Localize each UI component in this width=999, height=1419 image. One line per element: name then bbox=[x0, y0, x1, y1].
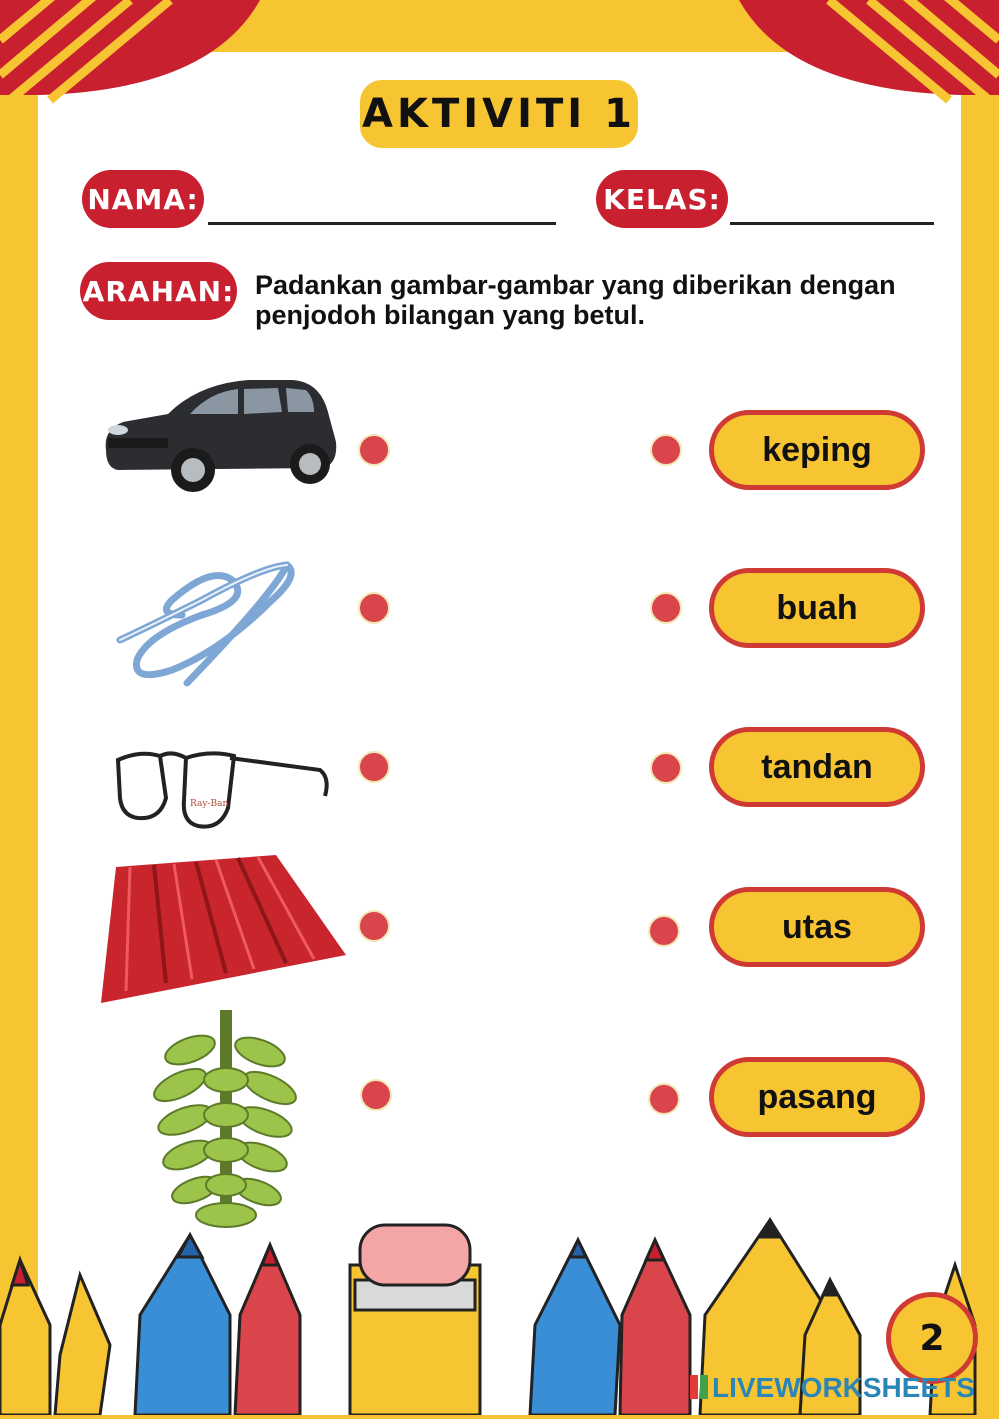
left-match-dot-1[interactable] bbox=[358, 434, 390, 466]
nama-answer-line[interactable] bbox=[208, 222, 556, 225]
word-tandan: tandan bbox=[709, 727, 925, 807]
right-match-dot-3[interactable] bbox=[650, 752, 682, 784]
page-number-badge: 2 bbox=[886, 1292, 978, 1384]
instruction-text: Padankan gambar-gambar yang diberikan dengan penjodoh bilangan yang betul. bbox=[255, 270, 896, 330]
left-match-dot-5[interactable] bbox=[360, 1079, 392, 1111]
word-buah: buah bbox=[709, 568, 925, 648]
zinc-roof-icon bbox=[96, 855, 351, 1009]
left-match-dot-3[interactable] bbox=[358, 751, 390, 783]
right-match-dot-1[interactable] bbox=[650, 434, 682, 466]
right-match-dot-2[interactable] bbox=[650, 592, 682, 624]
car-icon bbox=[98, 372, 343, 501]
left-match-dot-4[interactable] bbox=[358, 910, 390, 942]
watermark-text: LIVEWORKSHEETS bbox=[712, 1372, 975, 1403]
curtain-decoration-right bbox=[739, 0, 999, 120]
right-match-dot-4[interactable] bbox=[648, 915, 680, 947]
left-match-dot-2[interactable] bbox=[358, 592, 390, 624]
liveworksheets-logo-icon bbox=[690, 1375, 708, 1399]
nama-label: NAMA: bbox=[82, 170, 204, 228]
svg-text:Ray-Ban: Ray-Ban bbox=[190, 799, 229, 809]
kelas-answer-line[interactable] bbox=[730, 222, 934, 225]
liveworksheets-watermark bbox=[690, 1372, 975, 1404]
right-match-dot-5[interactable] bbox=[648, 1083, 680, 1115]
word-keping: keping bbox=[709, 410, 925, 490]
kelas-label: KELAS: bbox=[596, 170, 728, 228]
word-utas: utas bbox=[709, 887, 925, 967]
word-pasang: pasang bbox=[709, 1057, 925, 1137]
string-icon bbox=[112, 555, 302, 694]
arahan-label: ARAHAN: bbox=[80, 262, 237, 320]
spectacles-icon bbox=[110, 738, 340, 842]
curtain-decoration-left bbox=[0, 0, 260, 120]
activity-title: AKTIVITI 1 bbox=[360, 80, 638, 148]
